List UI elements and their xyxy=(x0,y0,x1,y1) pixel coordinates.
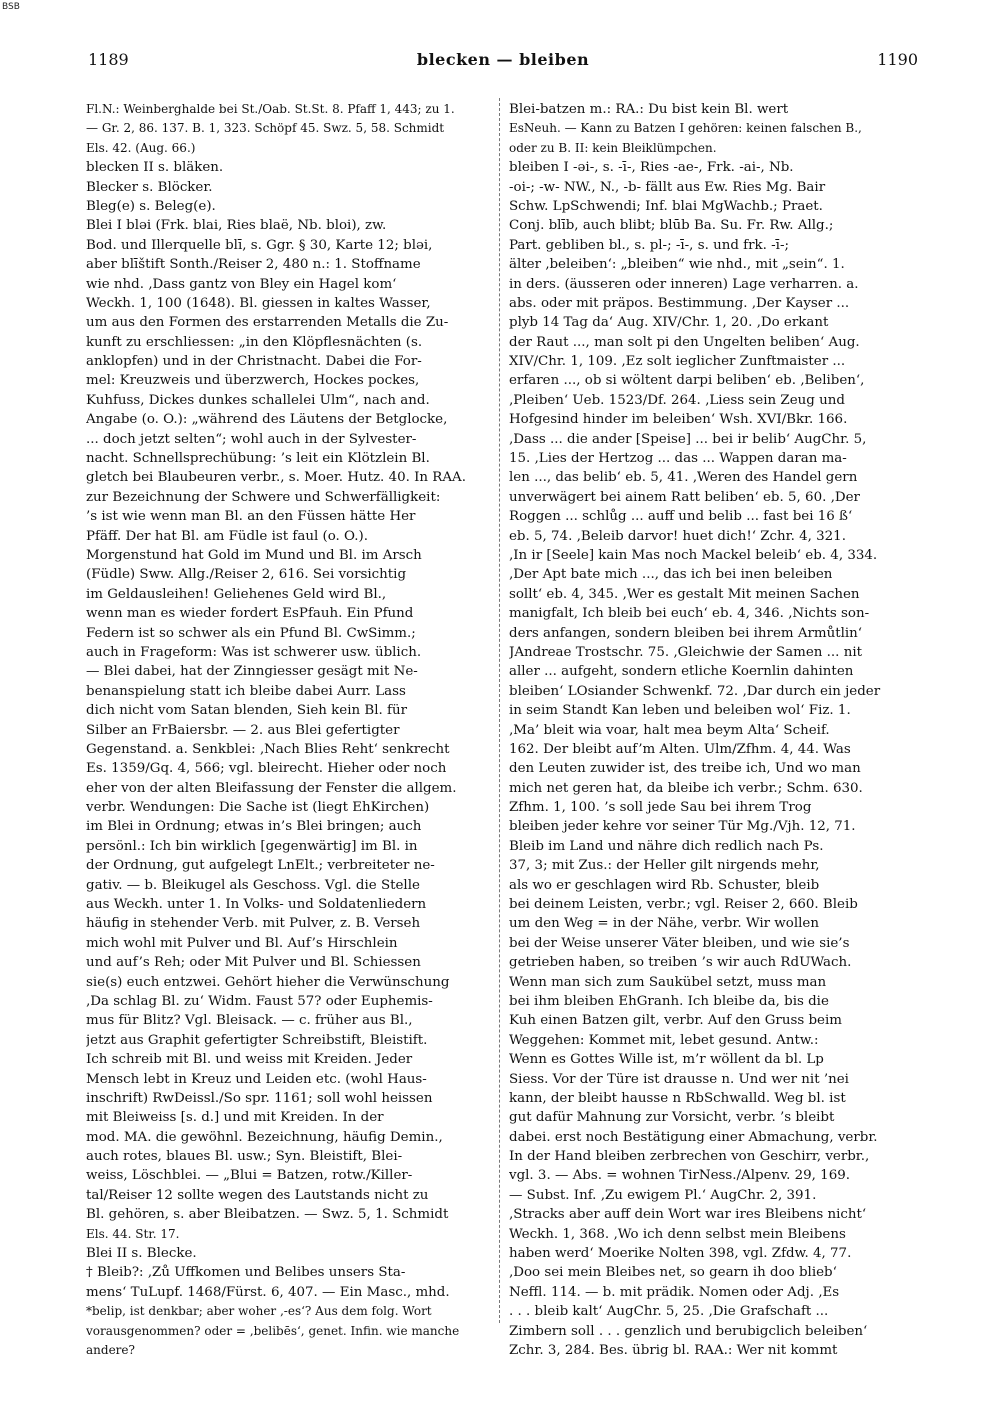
text-line: ‚Da schlag Bl. zu‘ Widm. Faust 57? oder Euphemis- xyxy=(86,993,433,1009)
text-line: EsNeuh. — Kann zu Batzen I gehören: keinen falschen B., xyxy=(509,121,862,136)
text-line: Zchr. 3, 284. Bes. übrig bl. RAA.: Wer nit kommt xyxy=(509,1343,838,1358)
text-line: inschrift) RwDeissl./So spr. 1161; soll wohl heissen xyxy=(86,1090,433,1106)
text-line: getrieben haben, so treiben ’s wir auch RdUWach. xyxy=(509,955,852,971)
text-line: weiss, Löschblei. — „Blui = Batzen, rotw./Killer- xyxy=(86,1168,413,1184)
text-line: Zfhm. 1, 100. ’s soll jede Sau bei ihrem Trog xyxy=(509,800,812,816)
text-line: In der Hand bleiben zerbrechen von Geschirr, verbr., xyxy=(509,1149,870,1165)
text-line: Neffl. 114. — b. mit prädik. Nomen oder Adj. ‚Es xyxy=(509,1284,840,1300)
text-line: mus für Blitz? Vgl. Bleisack. — c. früher aus Bl., xyxy=(86,1013,413,1029)
text-line: auch rotes, blaues Bl. usw.; Syn. Bleistift, Blei- xyxy=(86,1149,403,1165)
text-line: Weckh. 1, 100 (1648). Bl. giessen in kaltes Wasser, xyxy=(86,295,431,311)
text-line: Zimbern soll . . . genzlich und berubigclich beleiben‘ xyxy=(509,1323,868,1339)
text-line: erfaren ..., ob si wöltent darpi beliben‘ eb. ‚Beliben‘, xyxy=(509,373,865,389)
text-line: ‚Doo sei mein Bleibes net, so gearn ih doo blieb‘ xyxy=(509,1265,837,1281)
text-line: vgl. 3. — Abs. = wohnen TirNess./Alpenv. 29, 169. xyxy=(509,1168,850,1184)
text-line: mod. MA. die gewöhnl. Bezeichnung, häufig Demin., xyxy=(86,1129,443,1145)
text-line: auch in Frageform: Was ist schwerer usw. üblich. xyxy=(86,644,422,660)
text-line: Es. 1359/Gq. 4, 566; vgl. bleirecht. Hieher oder noch xyxy=(86,761,447,777)
text-line: kann, der bleibt hausse n RbSchwalld. Weg bl. ist xyxy=(509,1090,846,1106)
text-line: Conj. blīb, auch blibt; blūb Ba. Su. Fr. Rw. Allg.; xyxy=(509,218,834,234)
text-line: Federn ist so schwer als ein Pfund Bl. CwSimm.; xyxy=(86,625,416,641)
text-line: — Blei dabei, hat der Zinngiesser gesägt mit Ne- xyxy=(86,664,418,680)
text-line: bei der Weise unserer Väter bleiben, und wie sie’s xyxy=(509,935,850,951)
text-line: 162. Der bleibt auf’m Alten. Ulm/Zfhm. 4, 44. Was xyxy=(509,741,851,757)
text-line: dabei. erst noch Bestätigung einer Abmachung, verbr. xyxy=(509,1129,878,1145)
text-line: Bleib im Land und nähre dich redlich nach Ps. xyxy=(509,838,824,854)
text-line: verbr. Wendungen: Die Sache ist (liegt EhKirchen) xyxy=(86,800,430,816)
text-line: Pfäff. Der hat Bl. am Füdle ist faul (o. O.). xyxy=(86,528,368,544)
page-number-left: 1189 xyxy=(88,50,129,69)
text-line: jetzt aus Graphit gefertigter Schreibstift, Bleistift. xyxy=(86,1032,428,1048)
text-line: gletch bei Blaubeuren verbr., s. Moer. Hutz. 40. In RAA. xyxy=(86,470,466,486)
text-line: bei ihm bleiben EhGranh. Ich bleibe da, bis die xyxy=(509,993,829,1009)
text-line: häufig in stehender Verb. mit Pulver, z. B. Verseh xyxy=(86,916,421,932)
text-line: Angabe (o. O.): „während des Läutens der Betglocke, xyxy=(86,412,448,428)
text-line: zur Bezeichnung der Schwere und Schwerfälligkeit: xyxy=(86,489,441,505)
text-line: 37, 3; mit Zus.: der Heller gilt nirgends mehr, xyxy=(509,858,820,874)
text-line: Kuh einen Batzen gilt, verbr. Auf den Gruss beim xyxy=(509,1013,842,1029)
text-line: Kuhfuss, Dickes dunkes schallelei Ulm“, nach and. xyxy=(86,392,430,408)
text-line: Schw. LpSchwendi; Inf. blai MgWachb.; Praet. xyxy=(509,198,823,214)
text-line: sollt‘ eb. 4, 345. ‚Wer es gestalt Mit meinen Sachen xyxy=(509,586,860,602)
text-line: *belip, ist denkbar; aber woher ‚-es‘? Aus dem folg. Wort xyxy=(86,1304,432,1319)
text-line: Bod. und Illerquelle blī, s. Ggr. § 30, Karte 12; bləi, xyxy=(86,237,433,253)
text-line: und auf’s Reh; oder Mit Pulver und Bl. Schiessen xyxy=(86,955,421,971)
text-line: len ..., das belib‘ eb. 5, 41. ‚Weren des Handel gern xyxy=(509,470,858,486)
page-header xyxy=(88,50,918,74)
text-line: Weggehen: Kommet mit, lebet gesund. Antw.: xyxy=(509,1032,819,1048)
text-line: den Leuten zuwider ist, des treibe ich, Und wo man xyxy=(509,761,861,777)
text-line: im Blei in Ordnung; etwas in’s Blei bringen; auch xyxy=(86,819,422,835)
text-line: Blei-batzen m.: RA.: Du bist kein Bl. wert xyxy=(509,102,789,117)
text-line: unverwägert bei ainem Ratt beliben‘ eb. 5, 60. ‚Der xyxy=(509,489,860,505)
text-line: aber blīštift Sonth./Reiser 2, 480 n.: 1. Stoffname xyxy=(86,257,421,273)
text-line: Blecker s. Blöcker. xyxy=(86,179,213,195)
text-line: der Ordnung, gut aufgelegt LnElt.; verbreiteter ne- xyxy=(86,858,435,874)
text-line: ‚In ir [Seele] kain Mas noch Mackel beleib‘ eb. 4, 334. xyxy=(509,547,878,563)
text-line: aus Weckh. unter 1. In Volks- und Soldatenliedern xyxy=(86,897,427,913)
text-line: ‚Der Apt bate mich ..., das ich bei inen beleiben xyxy=(509,567,833,583)
text-line: mich net geren hat, da bleibe ich verbr.; Schm. 630. xyxy=(509,780,863,796)
text-line: der Raut ..., man solt pi den Ungelten beliben‘ Aug. xyxy=(509,334,860,350)
text-line: mit Bleiweiss [s. d.] und mit Kreiden. In der xyxy=(86,1110,384,1126)
text-line: JAndreae Trostschr. 75. ‚Gleichwie der Samen ... nit xyxy=(509,644,862,660)
text-line: Mensch lebt in Kreuz und Leiden etc. (wohl Haus- xyxy=(86,1071,427,1087)
text-line: gut dafür Mahnung zur Vorsicht, verbr. ’s bleibt xyxy=(509,1110,835,1126)
text-line: Roggen ... schlůg ... auff und belib ... fast bei 16 ß‘ xyxy=(509,509,853,525)
text-line: vorausgenommen? oder = ‚belibēs‘, genet. Infin. wie manche xyxy=(86,1323,460,1338)
text-line: um aus den Formen des erstarrenden Metalls die Zu- xyxy=(86,315,449,331)
text-line: -oi-; -w- NW., N., -b- fällt aus Ew. Ries Mg. Bair xyxy=(509,179,826,195)
text-line: blecken II s. bläken. xyxy=(86,160,224,176)
text-line: Els. 42. (Aug. 66.) xyxy=(86,140,196,155)
text-line: ders anfangen, sondern bleiben bei ihrem Armůtlin‘ xyxy=(509,625,863,641)
text-line: benanspielung statt ich bleibe dabei Aurr. Lass xyxy=(86,683,406,699)
text-line: Els. 44. Str. 17. xyxy=(86,1226,180,1241)
text-line: † Bleib?: ‚Zů Uffkomen und Belibes unsers Sta- xyxy=(86,1265,406,1281)
text-line: ‚Dass ... die ander [Speise] ... bei ir belib‘ AugChr. 5, xyxy=(509,431,867,447)
text-line: in ders. (äusseren oder inneren) Lage verharren. a. xyxy=(509,276,859,292)
text-line: eb. 5, 74. ‚Beleib darvor! huet dich!‘ Zchr. 4, 321. xyxy=(509,528,846,544)
text-line: als wo er geschlagen wird Rb. Schuster, bleib xyxy=(509,877,820,893)
text-line: sie(s) euch entzwei. Gehört hieher die Verwünschung xyxy=(86,974,450,990)
text-line: mel: Kreuzweis und überzwerch, Hockes pockes, xyxy=(86,373,420,389)
text-line: um den Weg = in der Nähe, verbr. Wir wollen xyxy=(509,916,819,932)
text-line: mens‘ TuLupf. 1468/Fürst. 6, 407. — Ein Masc., mhd. xyxy=(86,1284,450,1300)
column-divider xyxy=(499,98,500,1323)
text-line: — Subst. Inf. ‚Zu ewigem Pl.‘ AugChr. 2, 391. xyxy=(509,1187,817,1203)
running-title: blecken — bleiben xyxy=(416,50,590,69)
text-line: tal/Reiser 12 sollte wegen des Lautstands nicht zu xyxy=(86,1187,429,1203)
text-line: Morgenstund hat Gold im Mund und Bl. im Arsch xyxy=(86,547,422,563)
text-line: aller ... aufgeht, sondern etliche Koernlin dahinten xyxy=(509,664,854,680)
text-line: Wenn man sich zum Saukübel setzt, muss man xyxy=(509,974,827,990)
left-column xyxy=(86,100,506,1360)
text-line: Hofgesind hinder im beleiben‘ Wsh. XVI/Bkr. 166. xyxy=(509,412,848,428)
right-column xyxy=(509,100,929,1360)
text-line: 15. ‚Lies der Hertzog ... das ... Wappen daran ma- xyxy=(509,451,847,467)
text-line: Fl.N.: Weinberghalde bei St./Oab. St.St. 8. Pfaff 1, 443; zu 1. xyxy=(86,102,455,116)
text-line: abs. oder mit präpos. Bestimmung. ‚Der Kayser ... xyxy=(509,295,850,311)
text-line: dich nicht vom Satan blenden, Sieh kein Bl. für xyxy=(86,703,408,719)
page-number-right: 1190 xyxy=(877,50,918,69)
text-line: älter ‚beleiben‘: „bleiben“ wie nhd., mit „sein“. 1. xyxy=(509,257,845,273)
text-line: ... doch jetzt selten“; wohl auch in der Sylvester- xyxy=(86,431,417,447)
text-line: ‚Stracks aber auff dein Wort war ires Bleibens nicht‘ xyxy=(509,1207,867,1223)
text-line: Blei II s. Blecke. xyxy=(86,1246,197,1262)
text-line: kunft zu erschliessen: „in den Klöpflesnächten (s. xyxy=(86,334,423,350)
text-line: bei deinem Leisten, verbr.; vgl. Reiser 2, 660. Bleib xyxy=(509,897,858,913)
text-line: Wenn es Gottes Wille ist, m’r wöllent da bl. Lp xyxy=(509,1052,824,1068)
text-line: in seim Standt Kan leben und beleiben wol‘ Fiz. 1. xyxy=(509,703,851,719)
text-line: XIV/Chr. 1, 109. ‚Ez solt ieglicher Zunftmaister ... xyxy=(509,354,846,370)
text-line: im Geldausleihen! Geliehenes Geld wird Bl., xyxy=(86,586,387,602)
text-line: Blei I bləi (Frk. blai, Ries blaë, Nb. bloi), zw. xyxy=(86,218,387,234)
text-line: Siess. Vor der Türe ist drausse n. Und wer nit ’nei xyxy=(509,1071,849,1087)
text-line: ‚Ma’ bleit wia voar, halt mea beym Alta‘ Scheif. xyxy=(509,722,830,738)
text-line: manigfalt, Ich bleib bei euch‘ eb. 4, 346. ‚Nichts son- xyxy=(509,606,870,622)
text-line: bleiben‘ LOsiander Schwenkf. 72. ‚Dar durch ein jeder xyxy=(509,683,881,699)
text-line: ‚Pleiben‘ Ueb. 1523/Df. 264. ‚Liess sein Zeug und xyxy=(509,392,845,408)
text-line: Silber an FrBaiersbr. — 2. aus Blei gefertigter xyxy=(86,722,400,738)
text-line: bleiben jeder kehre vor seiner Tür Mg./Vjh. 12, 71. xyxy=(509,819,856,835)
text-line: Ich schreib mit Bl. und weiss mit Kreiden. Jeder xyxy=(86,1052,413,1068)
text-line: ’s ist wie wenn man Bl. an den Füssen hätte Her xyxy=(86,509,416,525)
text-line: nacht. Schnellsprechübung: ’s leit ein Klötzlein Bl. xyxy=(86,451,430,467)
text-line: Gegenstand. a. Senkblei: ‚Nach Blies Reht‘ senkrecht xyxy=(86,741,450,757)
text-line: persönl.: Ich bin wirklich [gegenwärtig] im Bl. in xyxy=(86,838,418,854)
library-mark: BSB xyxy=(2,2,20,12)
text-line: Part. gebliben bl., s. pl-; -ī-, s. und frk. -ī-; xyxy=(509,237,789,253)
text-line: oder zu B. II: kein Bleiklümpchen. xyxy=(509,140,717,155)
text-line: anklopfen) und in der Christnacht. Dabei die For- xyxy=(86,354,422,370)
text-line: haben werd‘ Moerike Nolten 398, vgl. Zfdw. 4, 77. xyxy=(509,1246,852,1262)
text-line: eher von der alten Bleifassung der Fenster die allgem. xyxy=(86,780,457,796)
text-line: (Füdle) Sww. Allg./Reiser 2, 616. Sei vorsichtig xyxy=(86,567,407,583)
text-line: plyb 14 Tag da‘ Aug. XIV/Chr. 1, 20. ‚Do erkant xyxy=(509,315,829,331)
text-line: wie nhd. ‚Dass gantz von Bley ein Hagel kom‘ xyxy=(86,276,397,292)
text-line: Bl. gehören, s. aber Bleibatzen. — Swz. 5, 1. Schmidt xyxy=(86,1207,449,1223)
text-line: bleiben I -əi-, s. -ī-, Ries -ae-, Frk. -ai-, Nb. xyxy=(509,160,794,176)
text-line: mich wohl mit Pulver und Bl. Auf’s Hirschlein xyxy=(86,935,398,951)
text-line: wenn man es wieder fordert EsPfauh. Ein Pfund xyxy=(86,606,414,622)
text-line: Bleg(e) s. Beleg(e). xyxy=(86,198,216,214)
text-line: — Gr. 2, 86. 137. B. 1, 323. Schöpf 45. Swz. 5, 58. Schmidt xyxy=(86,121,445,136)
text-line: . . . bleib kalt‘ AugChr. 5, 25. ‚Die Grafschaft ... xyxy=(509,1304,829,1320)
text-line: andere? xyxy=(86,1343,135,1357)
text-line: gativ. — b. Bleikugel als Geschoss. Vgl. die Stelle xyxy=(86,877,420,893)
text-line: Weckh. 1, 368. ‚Wo ich denn selbst mein Bleibens xyxy=(509,1226,846,1242)
